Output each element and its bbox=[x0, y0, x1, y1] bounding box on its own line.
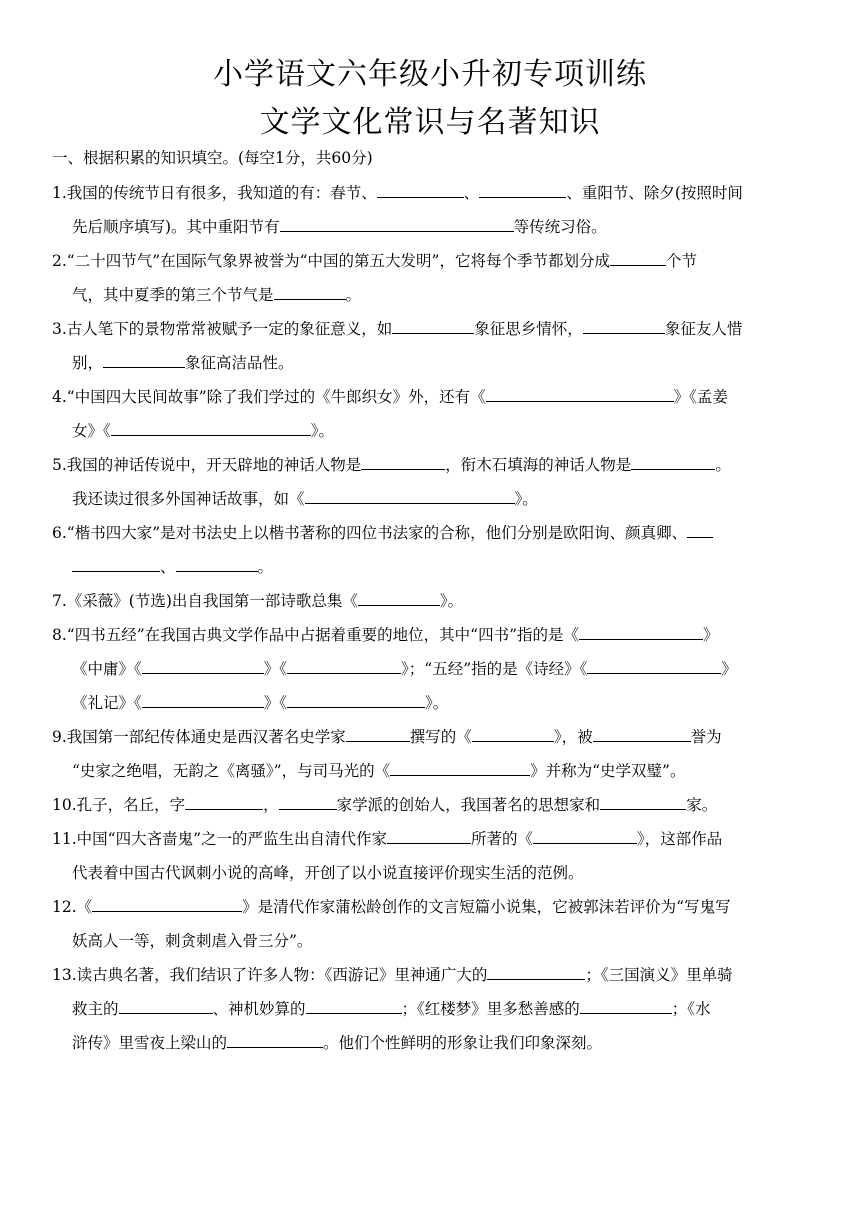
answer-blank[interactable] bbox=[487, 961, 585, 980]
answer-blank[interactable] bbox=[587, 655, 721, 674]
question-7: 7.《采薇》(节选)出自我国第一部诗歌总集《 》。 bbox=[52, 586, 812, 616]
answer-blank[interactable] bbox=[361, 451, 445, 470]
question-13-line-2: 救主的 、神机妙算的 ；《红楼梦》里多愁善感的 ；《水 bbox=[52, 994, 832, 1024]
question-5-line-1: 5.我国的神话传说中，开天辟地的神话人物是 ，衔木石填海的神话人物是 。 bbox=[52, 450, 812, 480]
answer-blank[interactable] bbox=[579, 621, 703, 640]
answer-blank[interactable] bbox=[377, 179, 464, 198]
question-13-line-1: 13.读古典名著，我们结识了许多人物：《西游记》里神通广大的 ；《三国演义》里单骑 bbox=[52, 960, 812, 990]
answer-blank[interactable] bbox=[119, 995, 213, 1014]
answer-blank[interactable] bbox=[287, 689, 425, 708]
answer-blank[interactable] bbox=[486, 383, 674, 402]
answer-blank[interactable] bbox=[287, 655, 401, 674]
question-1-line-2: 先后顺序填写)。其中重阳节有 等传统习俗。 bbox=[52, 212, 832, 242]
answer-blank[interactable] bbox=[306, 995, 402, 1014]
answer-blank[interactable] bbox=[72, 553, 160, 572]
question-11-line-2: 代表着中国古代讽刺小说的高峰，开创了以小说直接评价现实生活的范例。 bbox=[72, 864, 584, 882]
question-3-line-1: 3.古人笔下的景物常常被赋予一定的象征意义，如 象征思乡情怀， 象征友人惜 bbox=[52, 314, 812, 344]
answer-blank[interactable] bbox=[346, 723, 410, 742]
answer-blank[interactable] bbox=[274, 281, 346, 300]
question-9-line-2: “史家之绝唱，无韵之《离骚》”，与司马光的《 》并称为“史学双璧”。 bbox=[52, 756, 832, 786]
question-12-line-1: 12.《 》是清代作家蒲松龄创作的文言短篇小说集，它被郭沫若评价为“写鬼写 bbox=[52, 892, 812, 922]
answer-blank[interactable] bbox=[593, 723, 691, 742]
question-4-line-2: 女》《 》。 bbox=[52, 416, 832, 446]
answer-blank[interactable] bbox=[142, 689, 264, 708]
question-8-line-2: 《中庸》《 》《 》；“五经”指的是《诗经》《 》 bbox=[52, 654, 832, 684]
answer-blank[interactable] bbox=[387, 825, 471, 844]
question-6-line-2: 、 。 bbox=[52, 552, 832, 582]
question-5-line-2: 我还读过很多外国神话故事，如《 》。 bbox=[52, 484, 832, 514]
question-8-line-1: 8.“四书五经”在我国古典文学作品中占据着重要的地位，其中“四书”指的是《 》 bbox=[52, 620, 812, 650]
answer-blank[interactable] bbox=[631, 451, 715, 470]
answer-blank[interactable] bbox=[610, 247, 666, 266]
question-12-line-2: 妖高人一等，刺贪刺虐入骨三分”。 bbox=[72, 932, 313, 950]
answer-blank[interactable] bbox=[533, 825, 637, 844]
answer-blank[interactable] bbox=[580, 995, 672, 1014]
answer-blank[interactable] bbox=[600, 791, 686, 810]
section-heading: 一、根据积累的知识填空。(每空1分，共60分) bbox=[52, 149, 373, 167]
page-title: 小学语文六年级小升初专项训练 bbox=[213, 57, 647, 92]
answer-blank[interactable] bbox=[390, 757, 530, 776]
answer-blank[interactable] bbox=[280, 213, 514, 232]
question-2-line-2: 气，其中夏季的第三个节气是 。 bbox=[52, 280, 832, 310]
answer-blank[interactable] bbox=[583, 315, 665, 334]
question-3-line-2: 别， 象征高洁品性。 bbox=[52, 348, 832, 378]
answer-blank[interactable] bbox=[358, 587, 440, 606]
answer-blank[interactable] bbox=[305, 485, 515, 504]
answer-blank[interactable] bbox=[279, 791, 337, 810]
answer-blank[interactable] bbox=[185, 791, 263, 810]
question-1-line-1: 1.我国的传统节日有很多，我知道的有：春节、 、 、重阳节、除夕(按照时间 bbox=[52, 178, 812, 208]
question-6-line-1: 6.“楷书四大家”是对书法史上以楷书著称的四位书法家的合称，他们分别是欧阳询、颜真卿、 bbox=[52, 518, 812, 548]
page-subtitle: 文学文化常识与名著知识 bbox=[259, 105, 601, 140]
question-9-line-1: 9.我国第一部纪传体通史是西汉著名史学家 撰写的《 》，被 誉为 bbox=[52, 722, 812, 752]
question-8-line-3: 《礼记》《 》《 》。 bbox=[52, 688, 832, 718]
answer-blank[interactable] bbox=[472, 723, 554, 742]
question-11-line-1: 11.中国“四大吝啬鬼”之一的严监生出自清代作家 所著的《 》，这部作品 bbox=[52, 824, 812, 854]
answer-blank[interactable] bbox=[687, 519, 713, 538]
question-2-line-1: 2.“二十四节气”在国际气象界被誉为“中国的第五大发明”，它将每个季节都划分成 个节 bbox=[52, 246, 812, 276]
answer-blank[interactable] bbox=[142, 655, 264, 674]
answer-blank[interactable] bbox=[227, 1029, 323, 1048]
answer-blank[interactable] bbox=[111, 417, 311, 436]
answer-blank[interactable] bbox=[392, 315, 474, 334]
question-10: 10.孔子，名丘，字 ， 家学派的创始人，我国著名的思想家和 家。 bbox=[52, 790, 812, 820]
answer-blank[interactable] bbox=[103, 349, 185, 368]
answer-blank[interactable] bbox=[479, 179, 566, 198]
answer-blank[interactable] bbox=[92, 893, 242, 912]
answer-blank[interactable] bbox=[176, 553, 258, 572]
question-13-line-3: 浒传》里雪夜上梁山的 。他们个性鲜明的形象让我们印象深刻。 bbox=[52, 1028, 832, 1058]
question-4-line-1: 4.“中国四大民间故事”除了我们学过的《牛郎织女》外，还有《 》《孟姜 bbox=[52, 382, 812, 412]
